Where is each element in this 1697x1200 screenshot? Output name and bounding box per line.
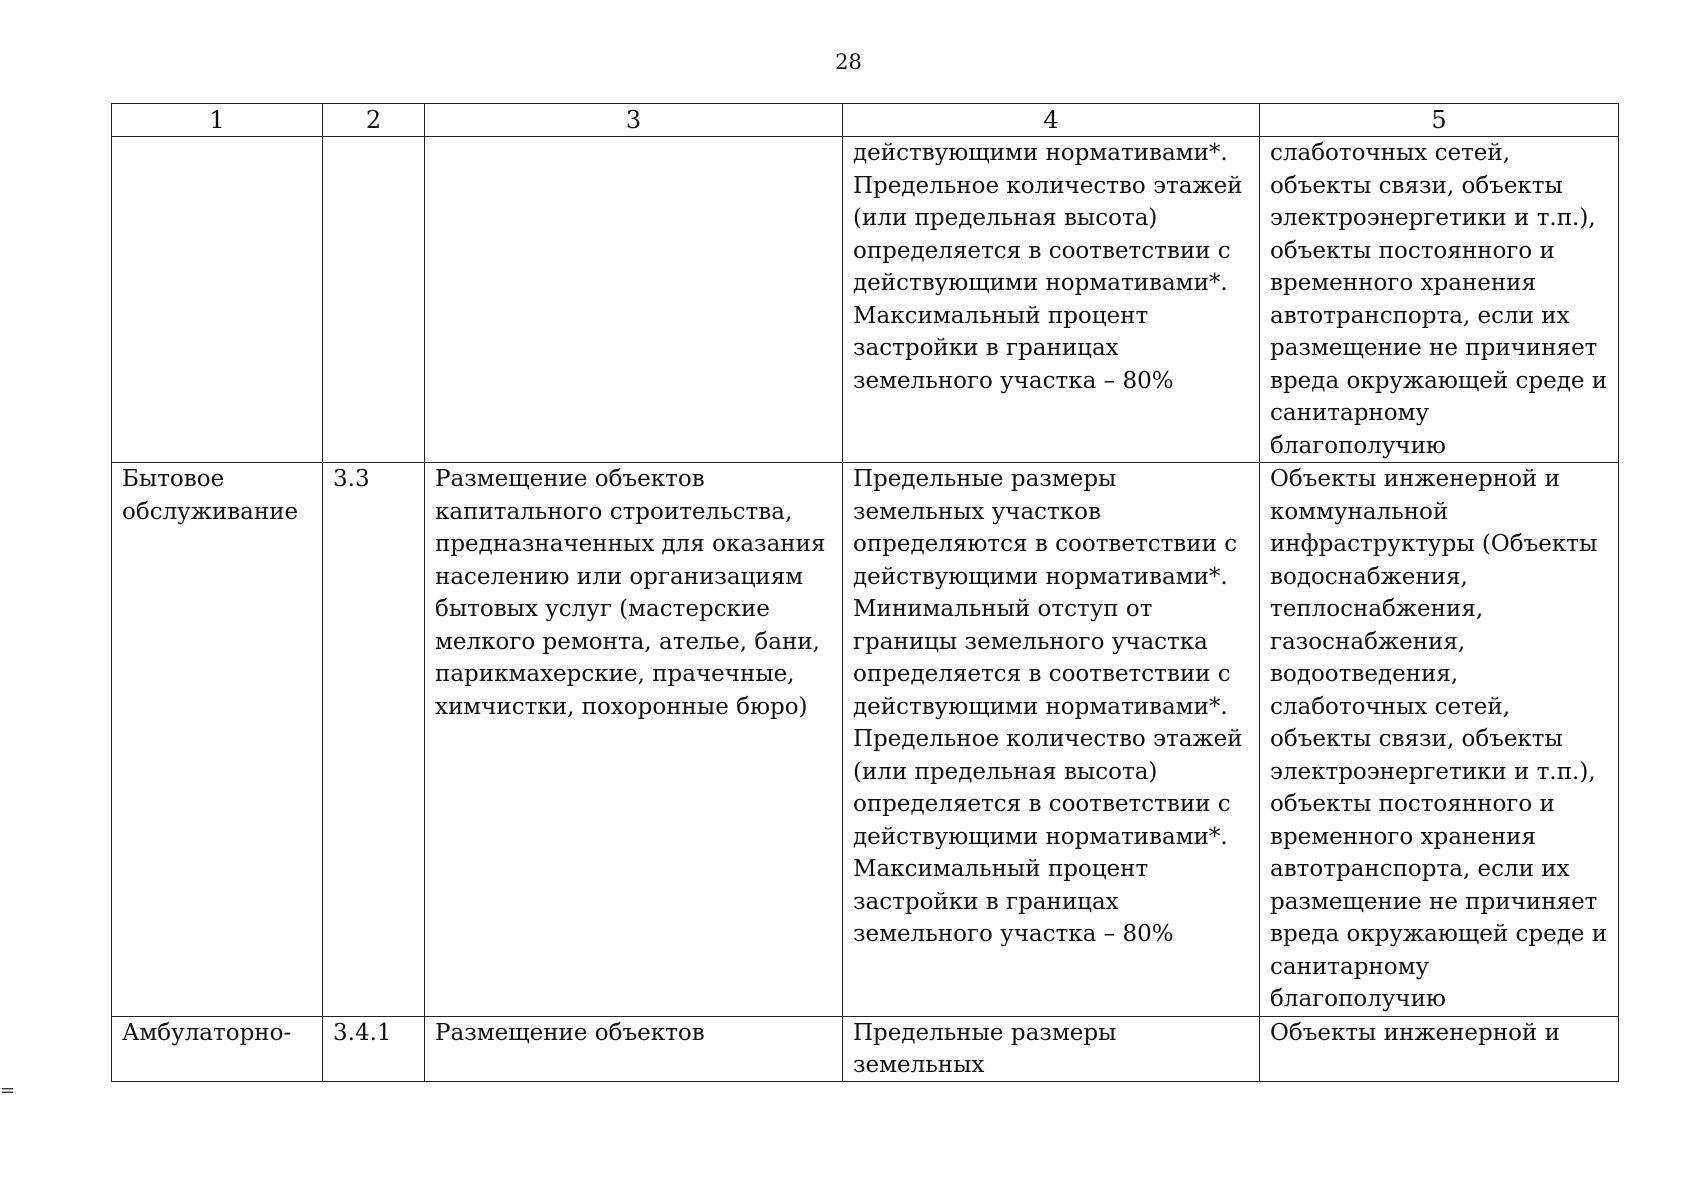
use-name-cell: Амбулаторно- [112,1016,323,1081]
parameters-cell: Предельные размеры земельных [843,1016,1260,1081]
regulations-table [111,103,1619,1082]
table-row [112,463,1619,1017]
use-description-cell [425,137,843,463]
auxiliary-uses-cell: Объекты инженерной и коммунальной инфраструктуры (Объекты водоснабжения, теплоснабжения, газоснабжения, водоотведения, слаботочных сетей, объекты связи, объекты электроэнергетики и т.п.), объекты постоянного и временного хранения автотранспорта, если их размещение не причиняет вреда окружающей среде и санитарному благополучию [1260,463,1619,1017]
column-header: 3 [425,104,843,137]
table-row [112,137,1619,463]
column-header: 5 [1260,104,1619,137]
use-name-cell: Бытовое обслуживание [112,463,323,1017]
auxiliary-uses-cell: Объекты инженерной и [1260,1016,1619,1081]
page-number: 28 [835,50,862,74]
auxiliary-uses-cell: слаботочных сетей, объекты связи, объекты электроэнергетики и т.п.), объекты постоянного и временного хранения автотранспорта, если их размещение не причиняет вреда окружающей среде и санитарному благополучию [1260,137,1619,463]
use-code-cell: 3.4.1 [323,1016,425,1081]
column-header: 1 [112,104,323,137]
header-row [112,104,1619,137]
table-row [112,1016,1619,1081]
use-description-cell: Размещение объектов [425,1016,843,1081]
parameters-cell: Предельные размеры земельных участков определяются в соответствии с действующими нормативами*. Минимальный отступ от границы земельного участка определяется в соответствии с действующими нормативами*. Предельное количество этажей (или предельная высота) определяется в соответствии с действующими нормативами*. Максимальный процент застройки в границах земельного участка – 80% [843,463,1260,1017]
column-header: 4 [843,104,1260,137]
use-description-cell: Размещение объектов капитального строительства, предназначенных для оказания населению или организациям бытовых услуг (мастерские мелкого ремонта, ателье, бани, парикмахерские, прачечные, химчистки, похоронные бюро) [425,463,843,1017]
parameters-cell: действующими нормативами*. Предельное количество этажей (или предельная высота) определяется в соответствии с действующими нормативами*. Максимальный процент застройки в границах земельного участка – 80% [843,137,1260,463]
margin-mark: = [0,1080,16,1101]
use-code-cell [323,137,425,463]
use-code-cell: 3.3 [323,463,425,1017]
column-header: 2 [323,104,425,137]
use-name-cell [112,137,323,463]
